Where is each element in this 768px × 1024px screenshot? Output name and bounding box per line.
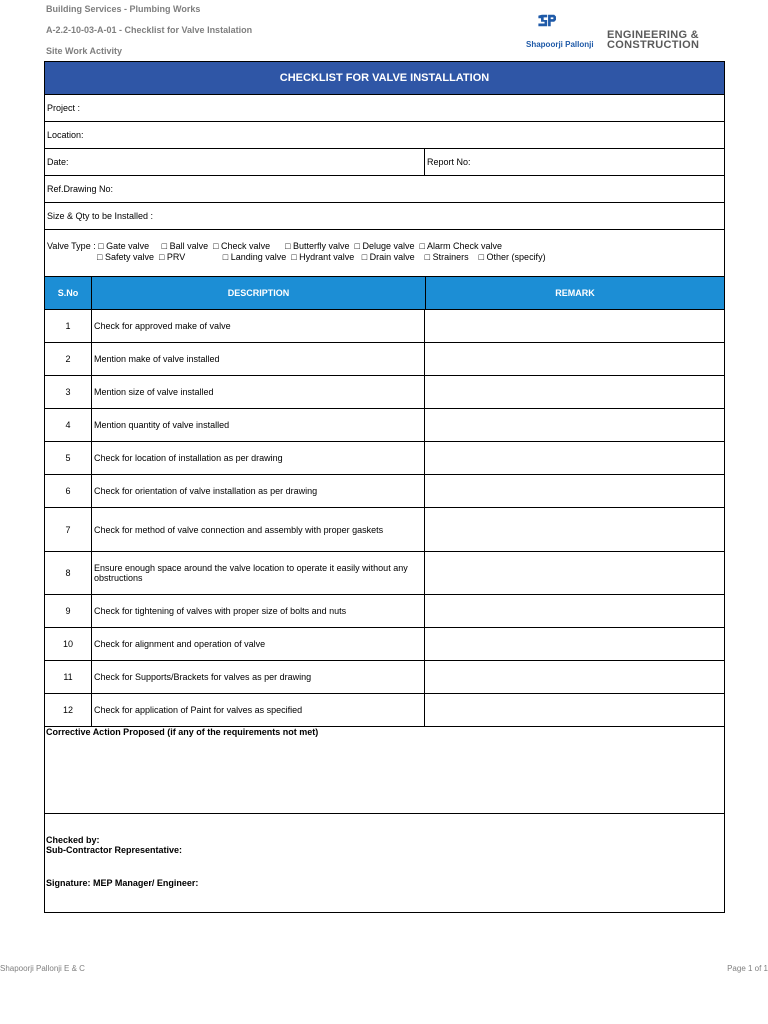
date-row (45, 149, 724, 176)
row-description: Check for orientation of valve installation as per drawing (92, 475, 425, 507)
row-remark-field[interactable] (425, 595, 724, 627)
valve-type-line-1: Valve Type : □ Gate valve □ Ball valve □ Check valve □ Butterfly valve □ Deluge valve □ Alarm Check valve (47, 241, 502, 251)
table-row (45, 409, 724, 442)
checklist-form (44, 61, 725, 913)
header-line-division: Building Services - Plumbing Works (46, 4, 201, 14)
drawing-row (45, 176, 724, 203)
row-remark-field[interactable] (425, 694, 724, 726)
row-remark-field[interactable] (425, 475, 724, 507)
form-title: CHECKLIST FOR VALVE INSTALLATION (45, 62, 724, 95)
table-row (45, 552, 724, 595)
row-description: Mention quantity of valve installed (92, 409, 425, 441)
valve-type-line-2: □ Safety valve □ PRV □ Landing valve □ Hydrant valve □ Drain valve □ Strainers □ Other (specify) (47, 252, 546, 262)
row-number: 3 (45, 376, 92, 408)
brand-name: Shapoorji Pallonji (526, 40, 594, 49)
checked-by-label: Checked by: (46, 835, 100, 845)
row-number: 12 (45, 694, 92, 726)
header-line-activity: Site Work Activity (46, 46, 123, 56)
signoff-section (45, 814, 724, 912)
drawing-label: Ref.Drawing No: (47, 184, 114, 194)
row-remark-field[interactable] (425, 343, 724, 375)
location-row (45, 122, 724, 149)
row-description: Ensure enough space around the valve location to operate it easily without any obstructions (92, 552, 425, 594)
location-label: Location: (47, 130, 84, 140)
row-remark-field[interactable] (425, 552, 724, 594)
table-row (45, 442, 724, 475)
company-logo (534, 6, 614, 42)
table-row (45, 694, 724, 727)
row-remark-field[interactable] (425, 508, 724, 551)
date-label: Date: (45, 149, 425, 175)
row-description: Check for alignment and operation of valve (92, 628, 425, 660)
row-number: 9 (45, 595, 92, 627)
table-row (45, 628, 724, 661)
row-number: 8 (45, 552, 92, 594)
row-number: 10 (45, 628, 92, 660)
table-row (45, 343, 724, 376)
table-row (45, 475, 724, 508)
corrective-action-box (45, 727, 724, 814)
project-row (45, 95, 724, 122)
signature-label: Signature: MEP Manager/ Engineer: (46, 878, 199, 888)
row-number: 2 (45, 343, 92, 375)
table-body (45, 310, 724, 727)
footer-company: Shapoorji Pallonji E & C (0, 964, 85, 973)
row-description: Check for location of installation as per drawing (92, 442, 425, 474)
header-remark: REMARK (555, 288, 595, 298)
row-description: Check for application of Paint for valves as specified (92, 694, 425, 726)
row-description: Check for approved make of valve (92, 310, 425, 342)
row-remark-field[interactable] (425, 409, 724, 441)
project-label: Project : (47, 103, 81, 113)
table-row (45, 310, 724, 343)
row-description: Check for tightening of valves with proper size of bolts and nuts (92, 595, 425, 627)
row-remark-field[interactable] (425, 628, 724, 660)
valve-type-row (45, 230, 724, 277)
footer-page-number: Page 1 of 1 (727, 964, 768, 973)
brand-tagline-line1: ENGINEERING & (607, 29, 699, 41)
row-description: Mention make of valve installed (92, 343, 425, 375)
subcontractor-label: Sub-Contractor Representative: (46, 845, 183, 855)
brand-tagline-line2: CONSTRUCTION (607, 39, 700, 51)
table-row (45, 376, 724, 409)
header-line-document-code: A-2.2-10-03-A-01 - Checklist for Valve Instalation (46, 25, 253, 35)
brand-tagline (607, 30, 699, 50)
table-row (45, 661, 724, 694)
size-qty-label: Size & Qty to be Installed : (47, 211, 154, 221)
row-number: 7 (45, 508, 92, 551)
row-remark-field[interactable] (425, 442, 724, 474)
row-description: Mention size of valve installed (92, 376, 425, 408)
row-number: 11 (45, 661, 92, 693)
corrective-action-label: Corrective Action Proposed (if any of the requirements not met) (46, 727, 319, 737)
row-remark-field[interactable] (425, 310, 724, 342)
row-number: 1 (45, 310, 92, 342)
table-row (45, 508, 724, 552)
row-remark-field[interactable] (425, 661, 724, 693)
row-description: Check for method of valve connection and assembly with proper gaskets (92, 508, 425, 551)
row-number: 4 (45, 409, 92, 441)
row-number: 5 (45, 442, 92, 474)
table-header (45, 277, 724, 310)
size-qty-row (45, 203, 724, 230)
row-description: Check for Supports/Brackets for valves as per drawing (92, 661, 425, 693)
report-no-label: Report No: (427, 157, 471, 167)
row-remark-field[interactable] (425, 376, 724, 408)
header-description: DESCRIPTION (92, 277, 426, 309)
row-number: 6 (45, 475, 92, 507)
header-sno: S.No (45, 277, 92, 309)
table-row (45, 595, 724, 628)
